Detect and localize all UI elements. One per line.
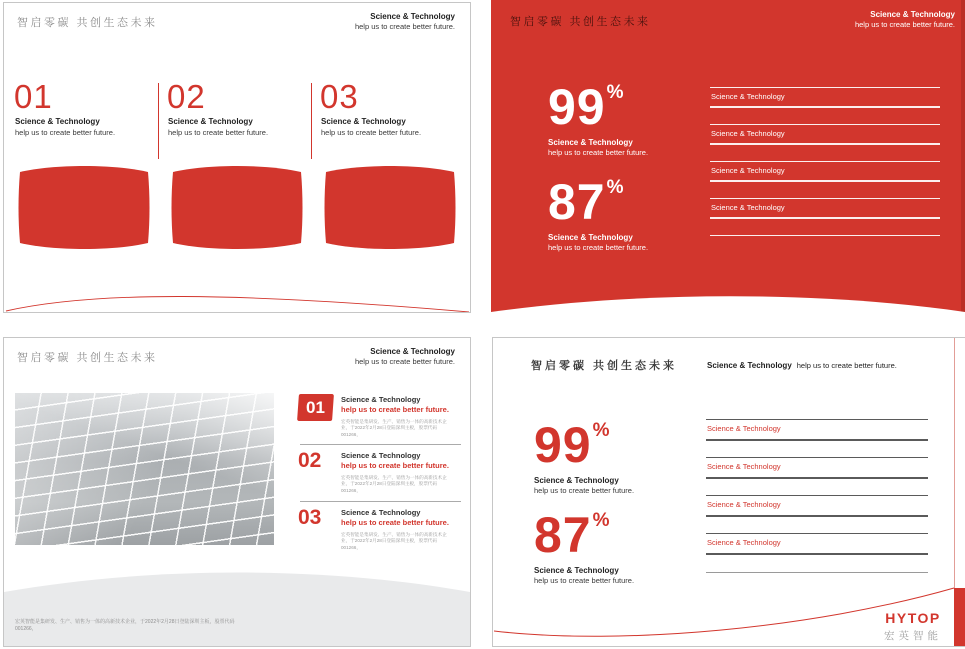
field-list xyxy=(706,419,928,576)
tagline-sub: help us to create better future. xyxy=(796,361,897,370)
item-body: 宏英智能是集研发、生产、销售为一体的高新技术企业，于2022年2月28日登陆深圳主板，股票代码001266， xyxy=(341,532,447,550)
barrel-shape-placeholder xyxy=(320,162,460,253)
stat-unit: % xyxy=(592,510,610,531)
rule-line xyxy=(706,572,928,573)
field-label: Science & Technology xyxy=(707,424,781,433)
rule-line xyxy=(706,439,928,441)
slide-1-process[interactable] xyxy=(3,2,471,313)
field-label: Science & Technology xyxy=(711,92,785,101)
slide-2-stats-red[interactable] xyxy=(491,0,965,315)
list-item-2 xyxy=(298,450,463,500)
stat-subtitle: help us to create better future. xyxy=(548,148,649,157)
tagline-title: Science & Technology xyxy=(707,361,792,370)
slide4-tagline xyxy=(707,359,897,371)
step-subtitle: help us to create better future. xyxy=(15,128,116,137)
step-title: Science & Technology xyxy=(15,117,100,126)
item-number: 01 xyxy=(306,398,325,417)
rule-line xyxy=(710,235,940,236)
stat-title: Science & Technology xyxy=(534,566,619,575)
tagline-sub: help us to create better future. xyxy=(854,19,955,29)
stat-title: Science & Technology xyxy=(548,138,633,147)
list-item-3 xyxy=(298,507,463,557)
rule-line xyxy=(710,161,940,162)
tagline-sub: help us to create better future. xyxy=(354,21,455,31)
stat-unit: % xyxy=(606,82,624,103)
decorative-arc xyxy=(5,286,470,313)
rule-line xyxy=(706,457,928,458)
stat-87-percent xyxy=(548,174,649,252)
logo-chinese-name: 宏英智能 xyxy=(884,630,942,642)
footer-note: 宏英智能是集研发、生产、销售为一体的高新技术企业，于2022年2月28日登陆深圳主板，股票代码001266， xyxy=(15,619,235,632)
field-row xyxy=(710,161,940,182)
field-label: Science & Technology xyxy=(707,462,781,471)
slide3-tagline xyxy=(355,347,455,366)
rule-line xyxy=(710,106,940,108)
tagline-title: Science & Technology xyxy=(370,12,455,21)
rule-line xyxy=(706,553,928,555)
barrel-shape-placeholder xyxy=(14,162,154,253)
item-number: 03 xyxy=(298,506,322,529)
field-label: Science & Technology xyxy=(711,203,785,212)
field-list xyxy=(710,87,940,239)
field-label: Science & Technology xyxy=(711,129,785,138)
stat-title: Science & Technology xyxy=(548,233,633,242)
step-subtitle: help us to create better future. xyxy=(321,128,422,137)
stat-value: 87 xyxy=(548,174,606,230)
slide-3-photo-list[interactable] xyxy=(3,337,471,647)
tagline-title: Science & Technology xyxy=(870,10,955,19)
list-divider xyxy=(300,444,461,445)
step-number: 03 xyxy=(320,78,359,115)
stat-value: 87 xyxy=(534,507,592,563)
field-row xyxy=(706,533,928,554)
step-subtitle: help us to create better future. xyxy=(168,128,269,137)
column-divider xyxy=(158,83,159,159)
stat-unit: % xyxy=(592,420,610,441)
rule-line xyxy=(710,217,940,219)
slide2-tagline xyxy=(855,10,955,29)
tagline-sub: help us to create better future. xyxy=(354,356,455,366)
stat-value: 99 xyxy=(534,417,592,473)
stat-subtitle: help us to create better future. xyxy=(534,576,635,585)
field-row xyxy=(710,124,940,145)
item-subtitle: help us to create better future. xyxy=(341,405,449,414)
solar-panels-photo xyxy=(15,393,274,545)
column-divider xyxy=(311,83,312,159)
rule-line xyxy=(706,533,928,534)
rule-line xyxy=(706,495,928,496)
stat-subtitle: help us to create better future. xyxy=(534,486,635,495)
field-row xyxy=(706,419,928,440)
field-label: Science & Technology xyxy=(707,500,781,509)
item-title: Science & Technology xyxy=(341,508,421,517)
edge-accent-bar xyxy=(954,588,965,647)
barrel-shape-placeholder xyxy=(167,162,307,253)
logo-wordmark: HYTOP xyxy=(885,610,941,626)
rule-line xyxy=(706,477,928,479)
stat-unit: % xyxy=(606,177,624,198)
edge-accent-strip xyxy=(961,0,965,315)
field-row xyxy=(706,495,928,516)
item-title: Science & Technology xyxy=(341,451,421,460)
item-number: 02 xyxy=(298,449,322,472)
slide1-tagline xyxy=(355,12,455,31)
slide-4-stats-white[interactable] xyxy=(492,337,965,647)
decorative-gray-band xyxy=(4,566,470,647)
slide1-title-cn: 智启零碳 共创生态未来 xyxy=(17,17,158,29)
slide2-title-cn: 智启零碳 共创生态未来 xyxy=(510,16,651,28)
field-row xyxy=(706,457,928,478)
list-divider xyxy=(300,501,461,502)
field-label: Science & Technology xyxy=(707,538,781,547)
item-subtitle: help us to create better future. xyxy=(341,518,449,527)
rule-line xyxy=(710,87,940,88)
rule-line xyxy=(706,515,928,517)
stat-title: Science & Technology xyxy=(534,476,619,485)
stat-99-percent xyxy=(548,79,649,157)
edge-accent-line xyxy=(954,338,955,588)
item-body: 宏英智能是集研发、生产、销售为一体的高新技术企业，于2022年2月28日登陆深圳主板，股票代码001266， xyxy=(341,475,447,493)
slide3-title-cn: 智启零碳 共创生态未来 xyxy=(17,352,158,364)
rule-line xyxy=(710,198,940,199)
field-row xyxy=(710,87,940,108)
step-number: 02 xyxy=(167,78,206,115)
list-item-1 xyxy=(298,394,463,444)
rule-line xyxy=(710,124,940,125)
stat-subtitle: help us to create better future. xyxy=(548,243,649,252)
rule-line xyxy=(706,419,928,420)
brand-logo xyxy=(884,611,942,643)
step-title: Science & Technology xyxy=(321,117,406,126)
rule-line xyxy=(710,143,940,145)
rule-line xyxy=(710,180,940,182)
field-label: Science & Technology xyxy=(711,166,785,175)
stat-87-percent xyxy=(534,507,635,585)
item-body: 宏英智能是集研发、生产、销售为一体的高新技术企业，于2022年2月28日登陆深圳主板，股票代码001266， xyxy=(341,419,447,437)
field-row xyxy=(710,198,940,219)
step-number: 01 xyxy=(14,78,53,115)
slide4-title-cn: 智启零碳 共创生态未来 xyxy=(531,360,678,372)
item-title: Science & Technology xyxy=(341,395,421,404)
item-subtitle: help us to create better future. xyxy=(341,461,449,470)
stat-value: 99 xyxy=(548,79,606,135)
step-title: Science & Technology xyxy=(168,117,253,126)
tagline-title: Science & Technology xyxy=(370,347,455,356)
decorative-white-arc xyxy=(491,289,965,315)
stat-99-percent xyxy=(534,417,635,495)
